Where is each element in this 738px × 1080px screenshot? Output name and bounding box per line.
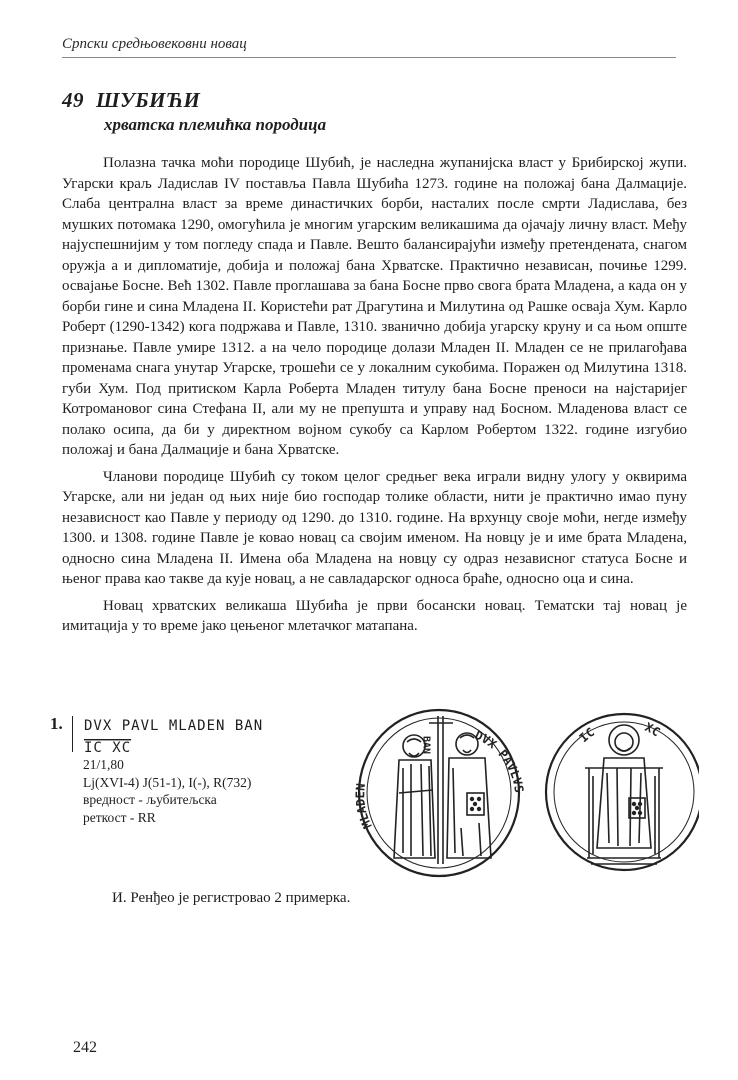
coin-reverse-inscriptions	[577, 720, 663, 745]
coin-size-weight: 21/1,80	[83, 757, 124, 772]
coin-reverse	[546, 714, 699, 870]
coin-legend	[84, 716, 324, 756]
coin-obverse-inscriptions	[353, 728, 526, 831]
coin-obverse-inscription-left: MLADEN	[353, 782, 375, 831]
paragraph-1: Полазна тачка моћи породице Шубић, је наследна жупанијска власт у Брибирској жупи. Угарски краљ Ладислав IV поставља Павла Шубића 1273. године на положај бана Далмације. Слаба централна власт за време династичких борби, насталих после смрти Ладислава, без мушких потомака 1290, омогућила је многим угарским великашима да ојачају личну власт. Међу најуспешнијим у том погледу спада и Павле. Вешто балансирајући између претендената, снагом оружја а и дипломатије, добија и положај бана Хрватске. Практично независан, почиње 1299. освајање Босне. Већ 1302. Павле проглашава за бана Босне прво свога брата Младена, а када он у борби гине и сина Младена II. Користећи рат Драгутина и Милутина од Рашке осваја Хум. Карло Роберт (1290-1342) кога подржава и Павле, 1310. званично добија угарску круну и са њом опште признање. Павле умире 1312. а на чело породице долази Младен II. Младен се не прилагођава променама снага унутар Угарске, трошећи се у локалним сукобима. Поражен од Милутина 1318. губи Хум. Под притиском Карла Роберта Младен титулу бана Босне преноси на најстаријег Котромановог сина Стефана II, али му не препушта и управу над Босном. Младенова власт се полако осипа, да би у директном војном сукобу са Карлом Робертом 1322. године изгубио положај и бана Далмације и бана Хрватске.	[62, 155, 687, 458]
coin-value: вредност - љубитељска	[83, 792, 217, 807]
coin-rarity: реткост - RR	[83, 809, 156, 825]
chapter-heading	[62, 88, 326, 135]
page-number: 242	[73, 1039, 97, 1056]
coin-obverse-inscription-mid: BAN	[420, 736, 432, 755]
coin-drawings	[339, 698, 699, 888]
coin-reverse-inscription-right: XC	[642, 719, 663, 740]
body-text	[62, 153, 687, 643]
paragraph-2: Чланови породице Шубић су током целог средњег века играли видну улогу у оквирима Угарске, али ни један од њих није био господар толике области, нити је практично имао пуну независност као Павле у периоду од 1290. до 1310. године. На врхунцу своје моћи, негде између 1300. и 1308. године Павле је ковао новац са својим именом. На новцу је и име брата Младена, односно сина Младена II. Имена оба Младена на новцу су одраз независног статуса Босне и њеног права као такве да кује новац, а не савладарског односа браће, односно оца и сина.	[62, 468, 687, 587]
chapter-title-text: ШУБИЋИ	[96, 88, 201, 112]
coin-entry	[44, 712, 694, 912]
paragraph-3: Новац хрватских великаша Шубића је први босански новац. Тематски тај новац је имитација у то време јако цењеног млетачког матапана.	[62, 597, 687, 634]
coin-entry-bar	[72, 716, 73, 752]
specimen-note: И. Ренђео је регистровао 2 примерка.	[112, 890, 351, 906]
chapter-number: 49	[62, 88, 84, 112]
header-rule	[62, 57, 676, 58]
coin-entry-number: 1.	[50, 714, 63, 733]
coin-legend-line2: IC XC	[84, 740, 132, 756]
coin-references: Lj(XVI-4) J(51-1), I(-), R(732)	[83, 774, 252, 790]
coin-meta	[83, 756, 251, 826]
coin-reverse-inscription-left: IC	[576, 724, 597, 746]
chapter-title	[62, 88, 326, 113]
coin-legend-line1: DVX PAVL MLADEN BAN	[84, 718, 264, 734]
running-head: Српски средњовековни новац	[62, 36, 247, 52]
chapter-subtitle: хрватска племићка породица	[104, 115, 327, 134]
coin-obverse	[359, 710, 519, 876]
coin-obverse-inscription-right: DVX PAVLVS	[472, 727, 527, 794]
